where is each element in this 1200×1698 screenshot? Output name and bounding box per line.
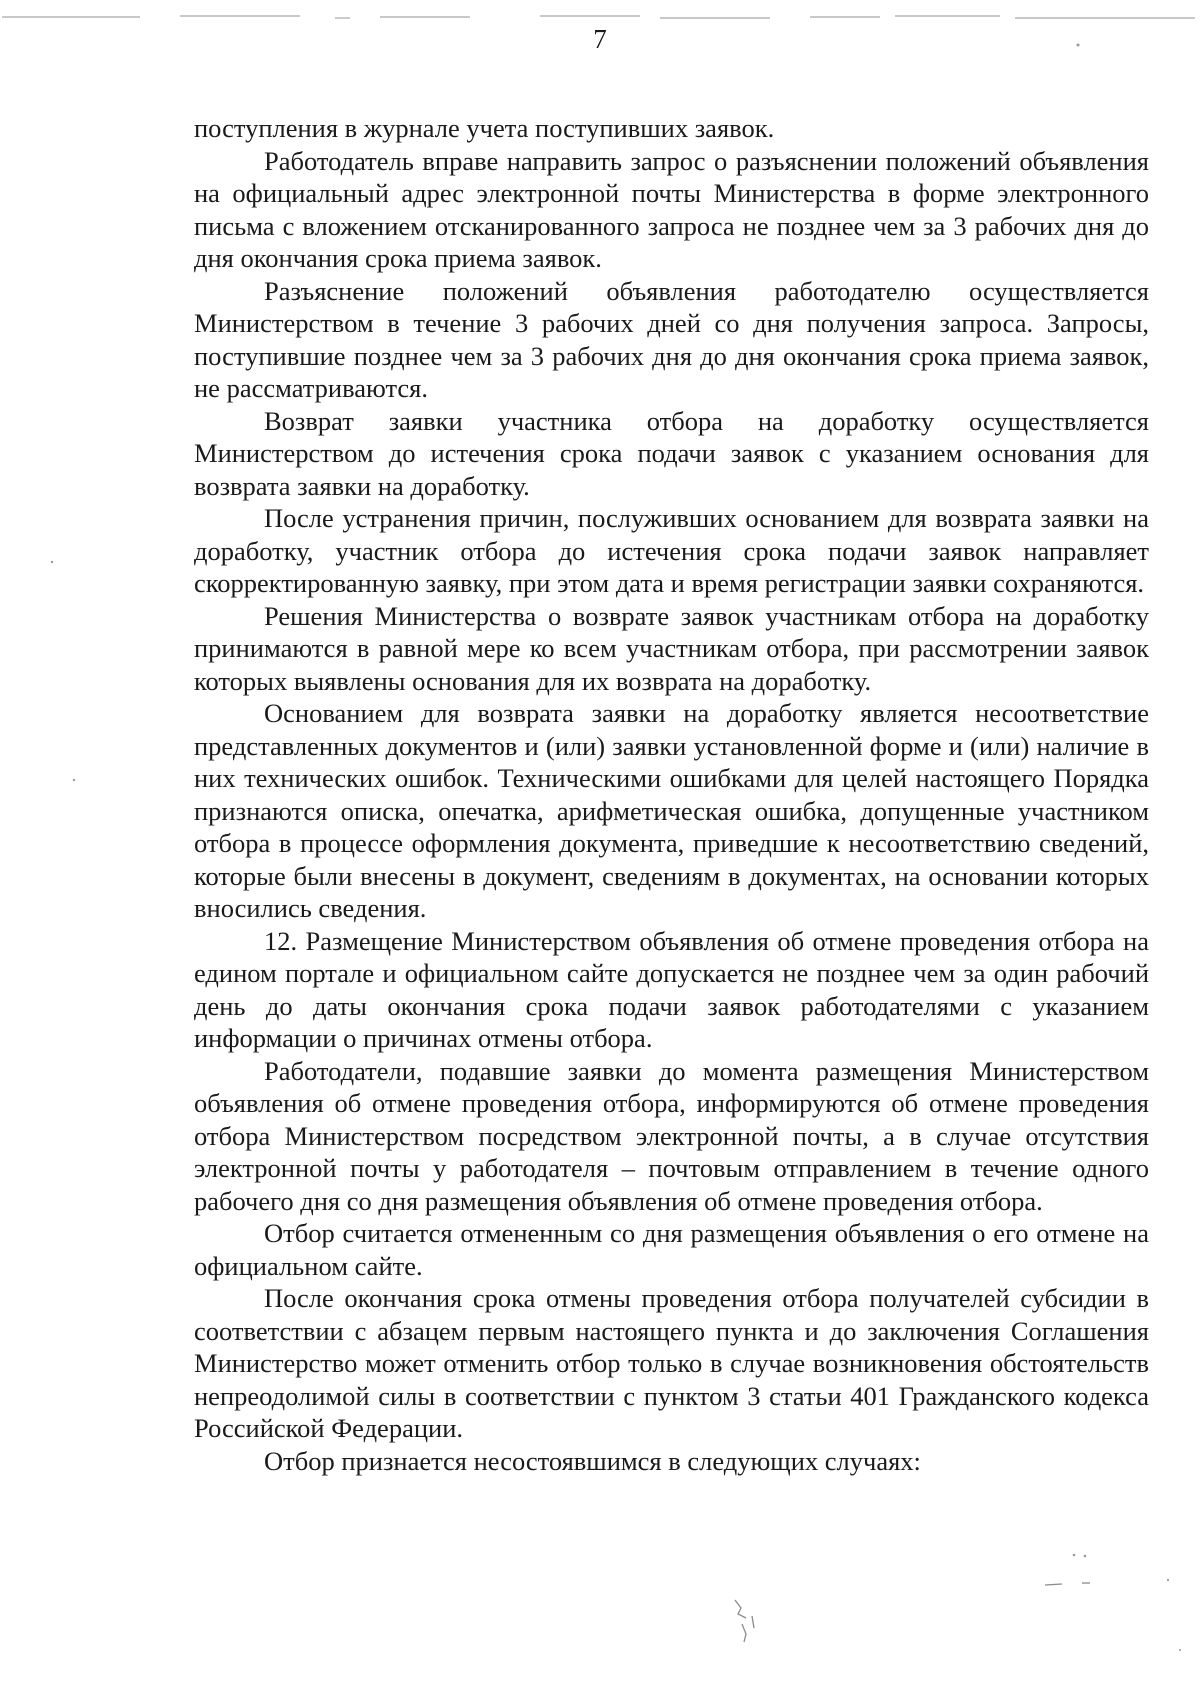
paragraph: Отбор признается несостоявшимся в следующих случаях:	[264, 1445, 921, 1476]
paragraph: Основанием для возврата заявки на доработку является несоответствие представленных документов и (или) заявки установленной форме и (или) наличие в них технических ошибок. Техническими ошибками для целей настоящего Порядка признаются описка, опечатка, арифметическая ошибка, допущенные участником отбора в процессе оформления документа, приведшие к несоответствию сведений, которые были внесены в документ, сведениям в документах, на основании которых вносились сведения.	[194, 698, 1149, 923]
paragraph: поступления в журнале учета поступивших заявок.	[194, 113, 775, 143]
document-body	[194, 112, 1149, 1477]
paragraph: Работодатель вправе направить запрос о разъяснении положений объявления на официальный адрес электронной почты Министерства в форме электронного письма с вложением отсканированного запроса не позднее чем за 3 рабочих дня до дня окончания срока приема заявок.	[194, 145, 1149, 273]
paragraph: Решения Министерства о возврате заявок участникам отбора на доработку принимаются в равной мере ко всем участникам отбора, при рассмотрении заявок которых выявлены основания для их возврата на доработку.	[194, 600, 1149, 696]
paragraph: Разъяснение положений объявления работодателю осуществляется Министерством в течение 3 рабочих дней со дня получения запроса. Запросы, поступившие позднее чем за 3 рабочих дня до дня окончания срока приема заявок, не рассматриваются.	[194, 275, 1149, 403]
paragraph: 12. Размещение Министерством объявления об отмене проведения отбора на едином портале и официальном сайте допускается не позднее чем за один рабочий день до даты окончания срока подачи заявок работодателями с указанием информации о причинах отмены отбора.	[194, 925, 1149, 1053]
paragraph: Работодатели, подавшие заявки до момента размещения Министерством объявления об отмене проведения отбора, информируются об отмене проведения отбора Министерством посредством электронной почты, а в случае отсутствия электронной почты у работодателя – почтовым отправлением в течение одного рабочего дня со дня размещения объявления об отмене проведения отбора.	[194, 1055, 1149, 1216]
paragraph: Отбор считается отмененным со дня размещения объявления о его отмене на официальном сайте.	[194, 1218, 1149, 1281]
scan-edge-marks	[0, 10, 1200, 24]
page-number: 7	[593, 24, 607, 54]
paragraph: После окончания срока отмены проведения отбора получателей субсидии в соответствии с абзацем первым настоящего пункта и до заключения Соглашения Министерство может отменить отбор только в случае возникновения обстоятельств непреодолимой силы в соответствии с пунктом 3 статьи 401 Гражданского кодекса Российской Федерации.	[194, 1283, 1149, 1443]
paragraph: После устранения причин, послуживших основанием для возврата заявки на доработку, участник отбора до истечения срока подачи заявок направляет скорректированную заявку, при этом дата и время регистрации заявки сохраняются.	[194, 503, 1149, 598]
paragraph: Возврат заявки участника отбора на доработку осуществляется Министерством до истечения срока подачи заявок с указанием основания для возврата заявки на доработку.	[194, 405, 1149, 501]
